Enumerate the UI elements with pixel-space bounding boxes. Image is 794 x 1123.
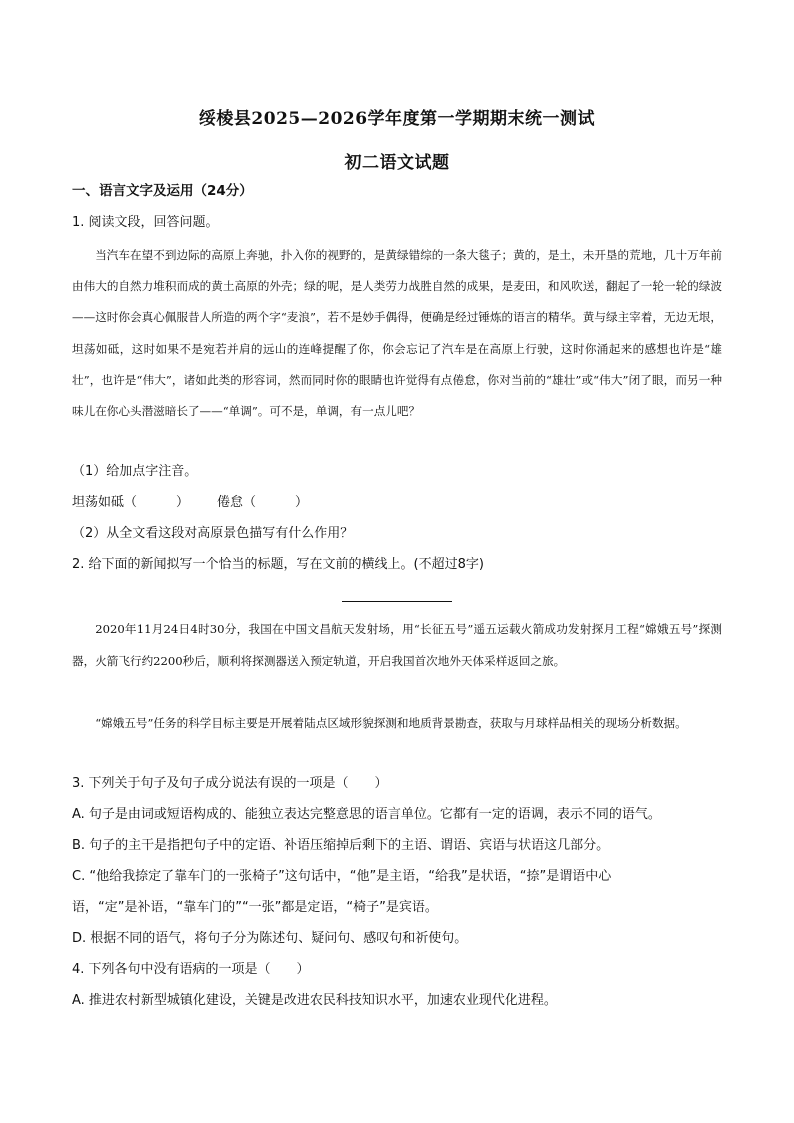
q2-news-paragraph-1: 2020年11月24日4时30分，我国在中国文昌航天发射场，用“长征五号”遥五运载火箭成功发射探月工程“嫦娥五号”探测器，火箭飞行约2200秒后，顺利将探测器送入预定轨道，开启我国首次地外天体采样返回之旅。 [72, 622, 722, 668]
q1-passage: 当汽车在望不到边际的高原上奔驰，扑入你的视野的，是黄绿错综的一条大毯子；黄的，是土，未开垦的荒地，几十万年前由伟大的自然力堆积而成的黄土高原的外壳；绿的呢，是人类劳力战胜自然的成果，是麦田，和风吹送，翻起了一轮一轮的绿波——这时你会真心佩服昔人所造的两个字“麦浪”，若不是妙手偶得，便确是经过锤炼的语言的精华。黄与绿主宰着，无边无垠，坦荡如砥，这时如果不是宛若并肩的远山的连峰提醒了你，你会忘记了汽车是在高原上行驶，这时你涌起来的感想也许是“雄壮”，也许是“伟大”，诸如此类的形容词，然而同时你的眼睛也许觉得有点倦怠，你对当前的“雄壮”或“伟大”闭了眼，而另一种味儿在你心头潜滋暗长了——“单调”。可不是，单调，有一点儿吧？ [72, 248, 722, 419]
q1-stem: 1. 阅读文段，回答问题。 [72, 215, 219, 230]
q3-option-a: A. 句子是由词或短语构成的、能独立表达完整意思的语言单位。它都有一定的语调，表示不同的语气。 [72, 807, 661, 822]
q3-stem: 3. 下列关于句子及句子成分说法有误的一项是（ ） [72, 776, 388, 791]
q1-sub2: （2）从全文看这段对高原景色描写有什么作用？ [72, 526, 354, 541]
q3-option-c-line1: C. “他给我捺定了靠车门的一张椅子”这句话中，“他”是主语，“给我”是状语，“捺”是谓语中心 [72, 869, 612, 884]
section-heading: 一、语言文字及运用（24分） [72, 183, 253, 199]
pinyin-item-1: 坦荡如砥（ ） [72, 495, 190, 510]
exam-subtitle: 初二语文试题 [344, 153, 450, 173]
exam-title: 绥棱县2025—2026学年度第一学期期末统一测试 [198, 109, 596, 129]
pinyin-item-2: 倦怠（ ） [217, 495, 309, 510]
q1-sub1: （1）给加点字注音。 [72, 464, 198, 479]
title-blank-line [342, 601, 452, 602]
q4-stem: 4. 下列各句中没有语病的一项是（ ） [72, 962, 310, 977]
q2-news-paragraph-2: “嫦娥五号”任务的科学目标主要是开展着陆点区域形貌探测和地质背景勘查，获取与月球样品相关的现场分析数据。 [95, 716, 687, 730]
q3-option-c-line2: 语，“定”是补语，“靠车门的”“一张”都是定语，“椅子”是宾语。 [72, 900, 438, 915]
q1-pinyin-row [72, 493, 722, 513]
q3-option-d: D. 根据不同的语气，将句子分为陈述句、疑问句、感叹句和祈使句。 [72, 931, 468, 946]
q4-option-a: A. 推进农村新型城镇化建设，关键是改进农民科技知识水平，加速农业现代化进程。 [72, 993, 557, 1008]
q2-stem: 2. 给下面的新闻拟写一个恰当的标题，写在文前的横线上。(不超过8字) [72, 557, 484, 572]
q3-option-b: B. 句子的主干是指把句子中的定语、补语压缩掉后剩下的主语、谓语、宾语与状语这几部分。 [72, 838, 610, 853]
